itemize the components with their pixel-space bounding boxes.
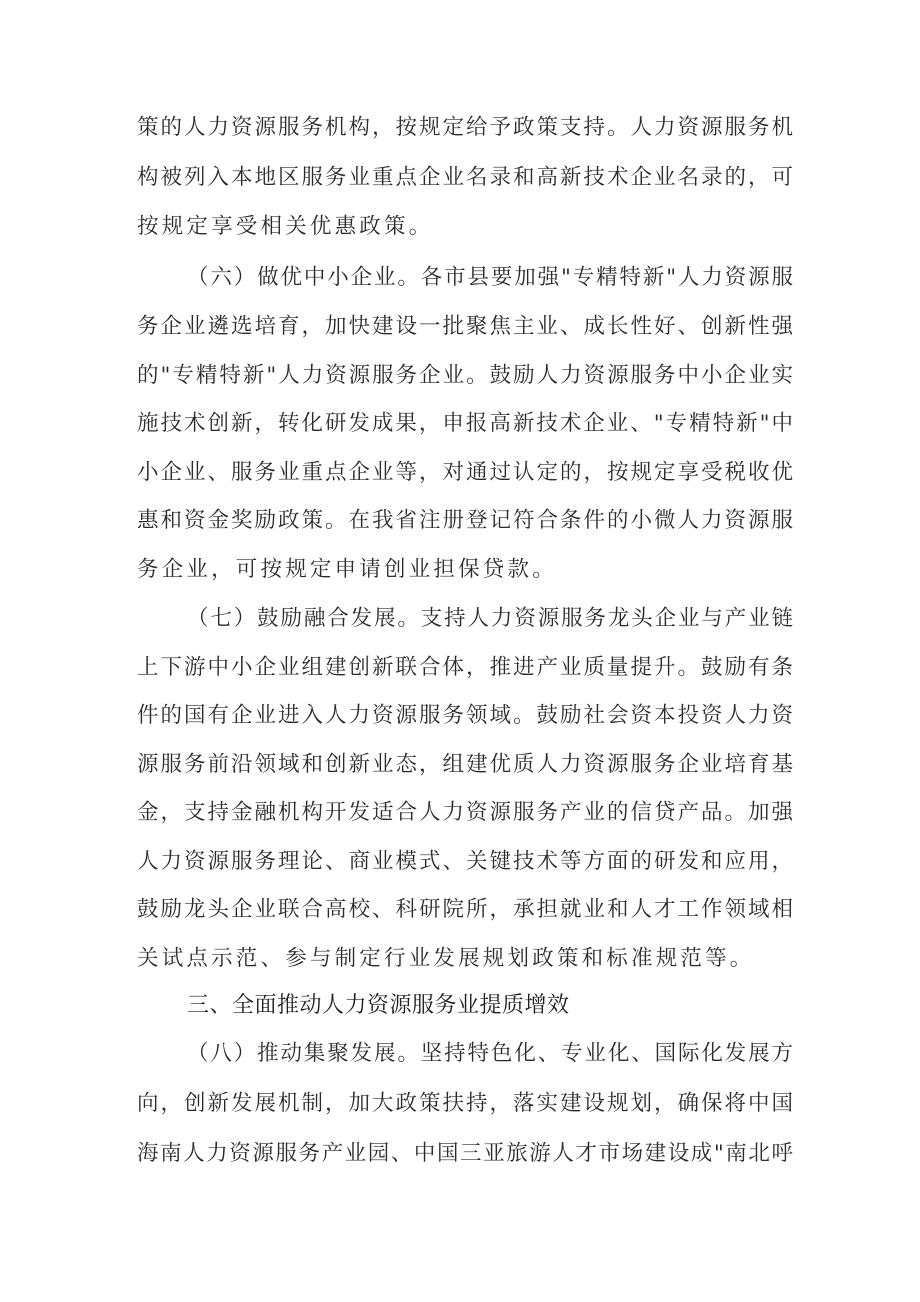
paragraph-line: 务企业，可按规定申请创业担保贷款。 — [137, 557, 557, 582]
paragraph-line: 的"专精特新"人力资源服务企业。鼓励人力资源服务中小企业实 — [137, 363, 793, 388]
paragraph-line: 鼓励龙头企业联合高校、科研院所，承担就业和人才工作领域相 — [137, 897, 793, 922]
paragraph-line: 件的国有企业进入人力资源服务领域。鼓励社会资本投资人力资 — [137, 703, 793, 728]
paragraph-line: 惠和资金奖励政策。在我省注册登记符合条件的小微人力资源服 — [137, 508, 793, 533]
paragraph-line: 金，支持金融机构开发适合人力资源服务产业的信贷产品。加强 — [137, 800, 793, 825]
paragraph-line: 小企业、服务业重点企业等，对通过认定的，按规定享受税收优 — [137, 460, 793, 485]
section-eight-first-line: （八）推动集聚发展。坚持特色化、专业化、国际化发展方 — [187, 1041, 793, 1066]
paragraph-line: 人力资源服务理论、商业模式、关键技术等方面的研发和应用， — [137, 849, 793, 874]
paragraph-line: 策的人力资源服务机构，按规定给予政策支持。人力资源服务机 — [137, 115, 793, 140]
paragraph-line: 按规定享受相关优惠政策。 — [137, 214, 434, 239]
paragraph-line: 构被列入本地区服务业重点企业名录和高新技术企业名录的，可 — [137, 165, 793, 190]
paragraph-line: 源服务前沿领域和创新业态，组建优质人力资源服务企业培育基 — [137, 752, 793, 777]
section-seven-first-line: （七）鼓励融合发展。支持人力资源服务龙头企业与产业链 — [187, 606, 793, 631]
paragraph-line: 上下游中小企业组建创新联合体，推进产业质量提升。鼓励有条 — [137, 655, 793, 680]
paragraph-line: 海南人力资源服务产业园、中国三亚旅游人才市场建设成"南北呼 — [137, 1141, 793, 1166]
section-heading: 三、全面推动人力资源服务业提质增效 — [187, 993, 570, 1018]
paragraph-line: 务企业遴选培育，加快建设一批聚焦主业、成长性好、创新性强 — [137, 314, 793, 339]
paragraph-line: 向，创新发展机制，加大政策扶持，落实建设规划，确保将中国 — [137, 1091, 793, 1116]
paragraph-line: 施技术创新，转化研发成果，申报高新技术企业、"专精特新"中 — [137, 411, 793, 436]
section-six-first-line: （六）做优中小企业。各市县要加强"专精特新"人力资源服 — [187, 265, 793, 290]
paragraph-line: 关试点示范、参与制定行业发展规划政策和标准规范等。 — [137, 946, 755, 971]
